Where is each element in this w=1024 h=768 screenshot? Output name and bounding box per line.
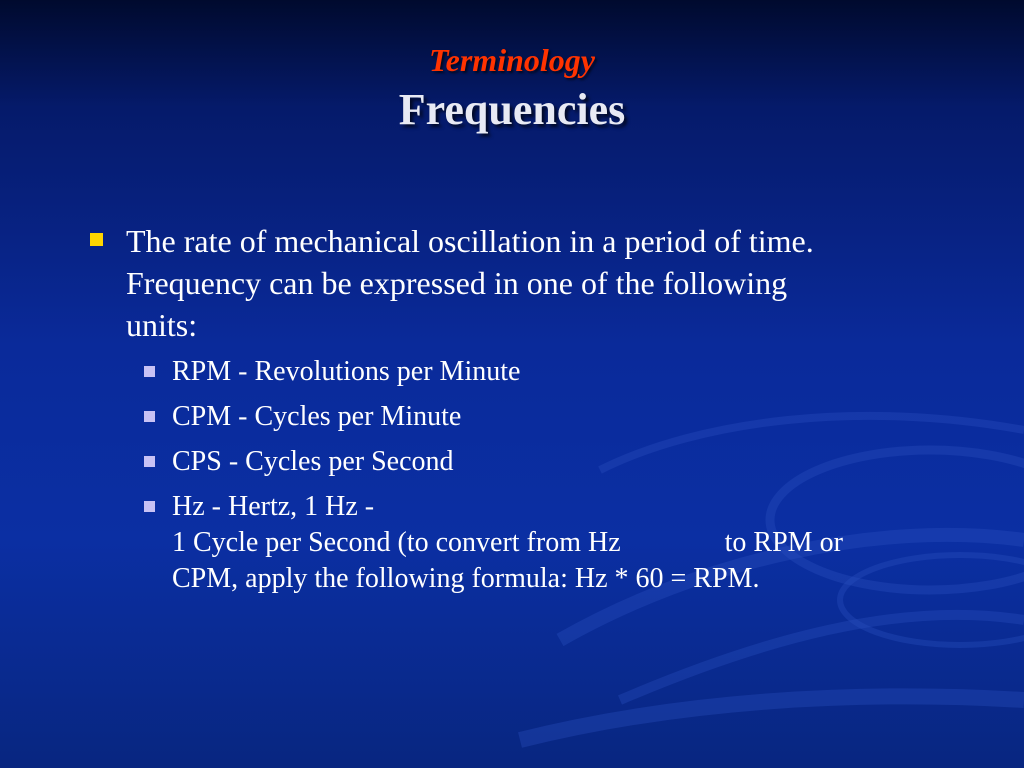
main-bullet [88,220,968,346]
unit-item-rpm [140,354,968,390]
main-bullet-line-2: Frequency can be expressed in one of the following [126,265,788,301]
lavender-square-bullet-icon [144,366,155,377]
slide-subtitle: Terminology [429,42,595,78]
hz-line-2 [172,525,968,561]
unit-item-label: CPM - Cycles per Minute [172,401,462,432]
yellow-square-bullet-icon [90,233,103,246]
unit-item-label: RPM - Revolutions per Minute [172,356,521,387]
units-list [140,354,968,597]
main-bullet-line-3: units: [126,307,198,343]
unit-item-label: CPS - Cycles per Second [172,446,454,477]
unit-item-cps [140,444,968,480]
title-block [0,38,1024,138]
lavender-square-bullet-icon [144,456,155,467]
main-bullet-line-1: The rate of mechanical oscillation in a period of time. [126,223,814,259]
lavender-square-bullet-icon [144,501,155,512]
slide-body [88,220,968,606]
slide-title: Frequencies [398,85,626,134]
lavender-square-bullet-icon [144,411,155,422]
unit-item-cpm [140,399,968,435]
hz-line-3: CPM, apply the following formula: Hz * 60 = RPM. [172,563,760,594]
hz-line-2-end: to RPM or [724,527,843,558]
unit-item-hz [140,489,968,597]
hz-line-2-start: 1 Cycle per Second (to convert from Hz [172,527,621,558]
hz-line-1: Hz - Hertz, 1 Hz - [172,491,375,522]
